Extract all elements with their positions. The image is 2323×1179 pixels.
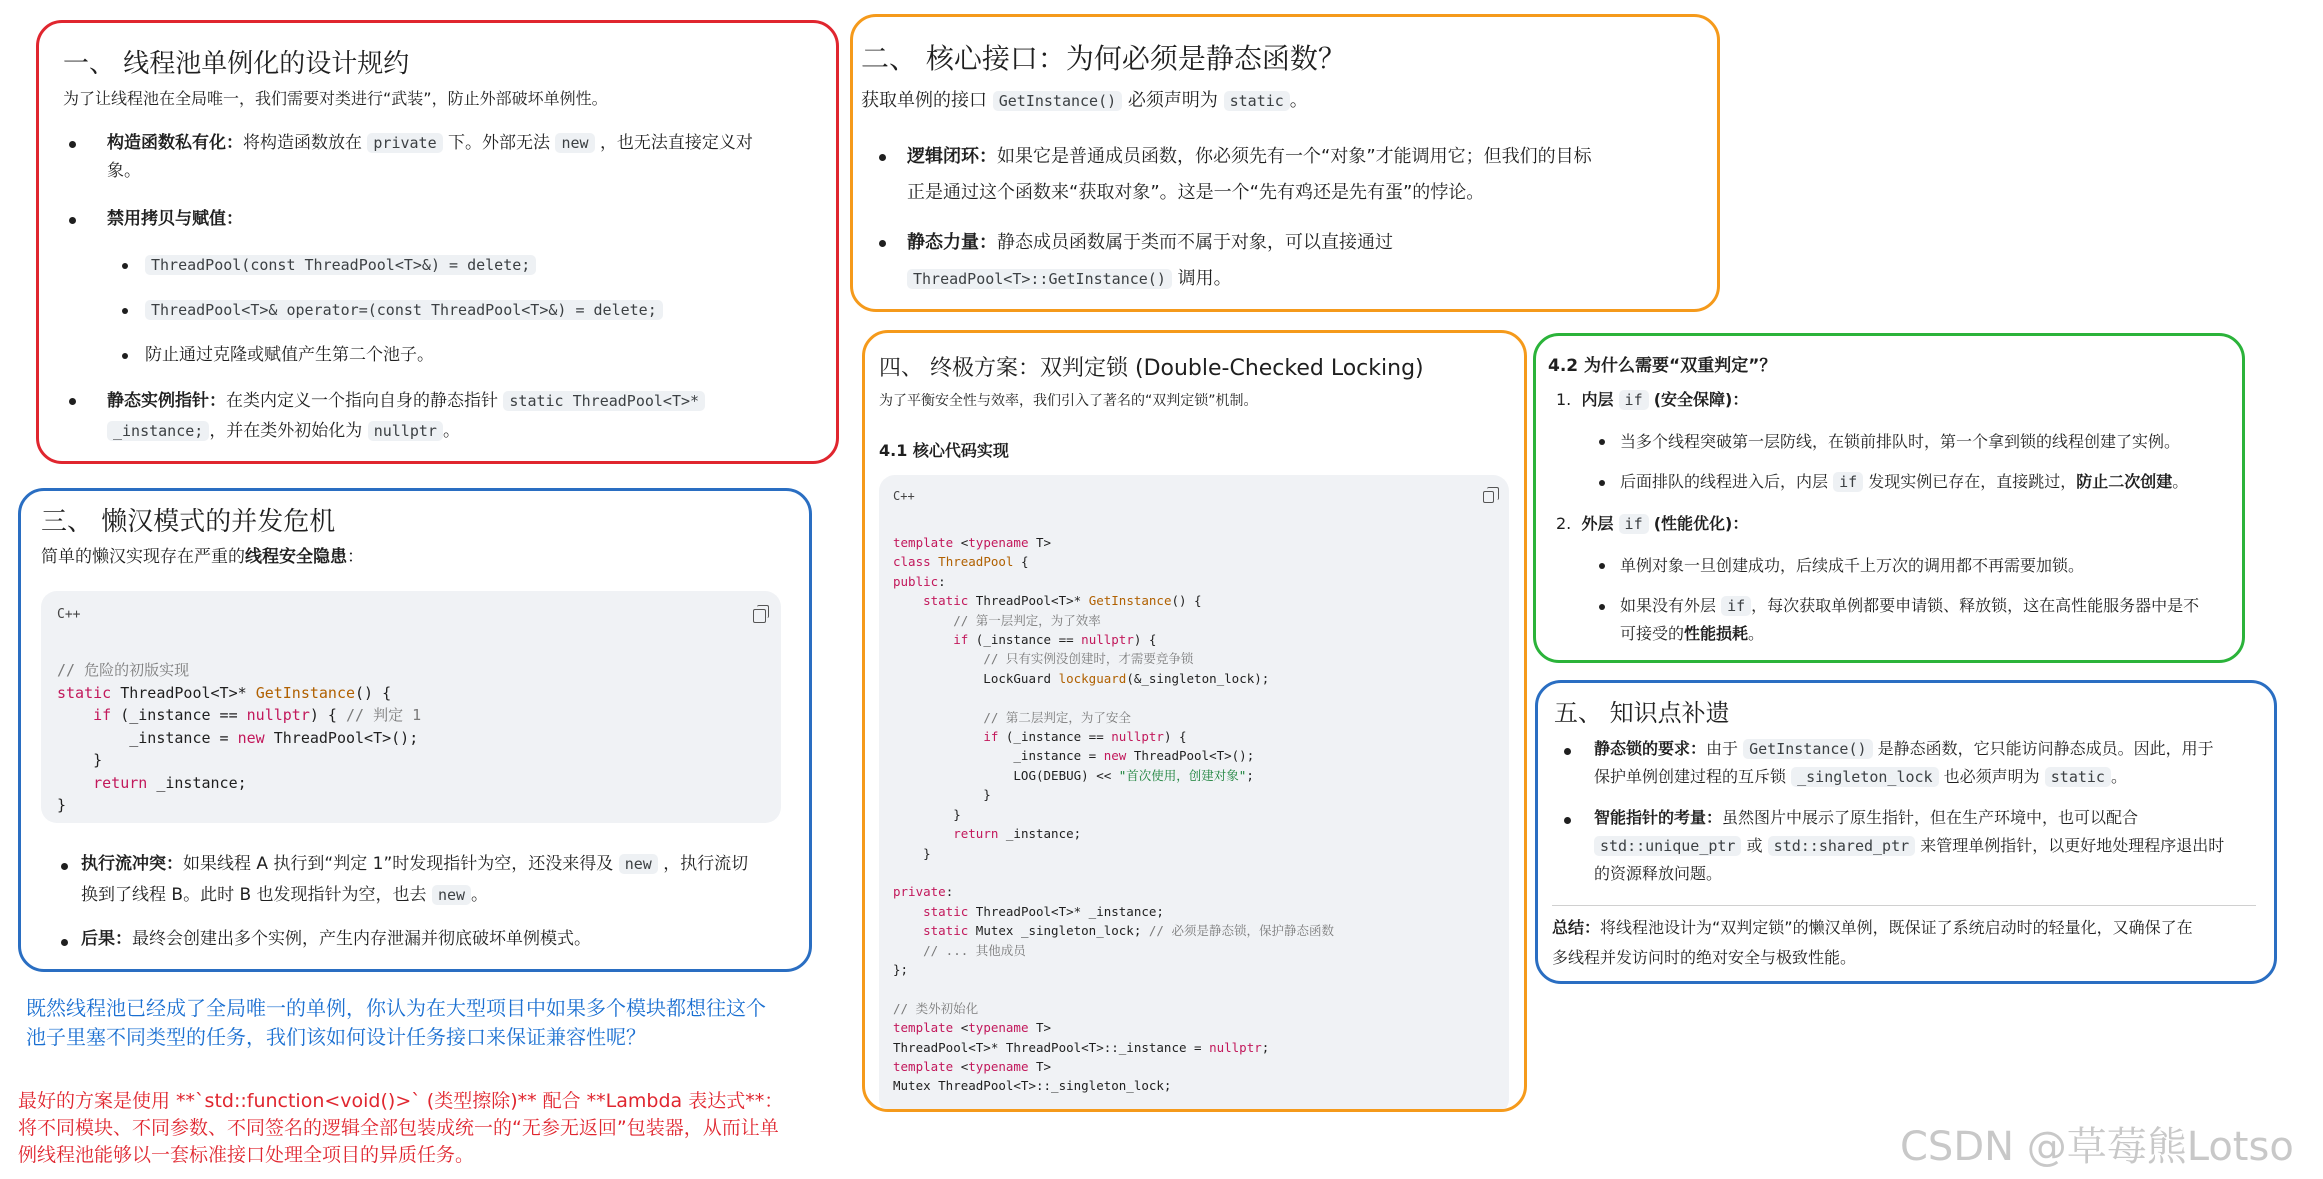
panel-title: 一、 线程池单例化的设计规约 — [63, 49, 410, 79]
code-listing: template <typename T> class ThreadPool { public: static ThreadPool<T>* GetInstance() { // 第一层判定，为了效率 if (_instance == nullptr) { // 只有实例没创建时，才需要竞争锁 LockGuard lockguard(&_singleton_lock); // 第二层判定，为了安全 if (_instance == nullptr) { _instance = new ThreadPool<T>(); LOG(DEBUG) << "首次使用，创建对象"; } } return _instance; } private: static ThreadPool<T>* _instance; static Mutex _singleton_lock; // 必须是静态锁，保护静态函数 // ... 其他成员 }; // 类外初始化 template <typename T> ThreadPool<T>* ThreadPool<T>::_instance = nullptr; template <typename T> Mutex ThreadPool<T>::_singleton_lock; — [893, 535, 1334, 1094]
bullet-static-power: 静态力量：静态成员函数属于类而不属于对象，可以直接通过 ThreadPool<T>::GetInstance() 调用。 — [907, 232, 1393, 289]
panel-supplementary — [1535, 680, 2277, 984]
bullet-disable-copy: 禁用拷贝与赋值： — [107, 209, 243, 229]
code-block — [879, 475, 1509, 1112]
panel-why-double-check — [1533, 333, 2245, 663]
divider — [1552, 905, 2256, 906]
bullet-flow-conflict: 执行流冲突：如果线程 A 执行到“判定 1”时发现指针为空，还没来得及 new ，执行流切 换到了线程 B。此时 B 也发现指针为空，也去 new 。 — [81, 854, 749, 905]
bullet-dot — [69, 398, 76, 405]
bullet-logic-loop: 逻辑闭环：如果它是普通成员函数，你必须先有一个“对象”才能调用它；但我们的目标 正是通过这个函数来“获取对象”。这是一个“先有鸡还是先有蛋”的悖论。 — [907, 146, 1592, 203]
section-subtitle: 4.1 核心代码实现 — [879, 441, 1009, 460]
bullet-static-lock: 静态锁的要求：由于 GetInstance() 是静态函数，它只能访问静态成员。因此，用于 保护单例创建过程的互斥锁 _singleton_lock 也必须声明为 static 。 — [1594, 739, 2214, 786]
intro-text: 简单的懒汉实现存在严重的线程安全隐患： — [41, 547, 364, 567]
code-listing: // 危险的初版实现 static ThreadPool<T>* GetInstance() { if (_instance == nullptr) { // 判定 1 _instance = new ThreadPool<T>(); } return _instance; } — [57, 661, 422, 814]
copy-icon[interactable] — [753, 609, 766, 623]
inner-if-detail-1: 当多个线程突破第一层防线，在锁前排队时，第一个拿到锁的线程创建了实例。 — [1620, 432, 2181, 451]
code-block — [41, 591, 781, 823]
bullet-dot — [879, 240, 886, 247]
outer-if-detail-2: 如果没有外层 if ，每次获取单例都要申请锁、释放锁，这在高性能服务器中是不 可接受的性能损耗。 — [1620, 596, 2200, 643]
summary-text: 总结：将线程池设计为“双判定锁”的懒汉单例，既保证了系统启动时的轻量化，又确保了在 多线程并发访问时的绝对安全与极致性能。 — [1552, 918, 2193, 967]
outer-if-detail-1: 单例对象一旦创建成功，后续成千上万次的调用都不再需要加锁。 — [1620, 556, 2085, 575]
bullet-dot — [879, 154, 886, 161]
bullet-dot — [1564, 748, 1571, 755]
bullet-dot — [69, 217, 76, 224]
bullet-dot — [1564, 817, 1571, 824]
code-language-label: C++ — [893, 489, 915, 503]
bullet-dot — [69, 141, 76, 148]
sub-bullet-assign-op: ThreadPool<T>& operator=(const ThreadPool<T>&) = delete; — [145, 296, 663, 324]
panel-title: 二、 核心接口：为何必须是静态函数？ — [861, 42, 1346, 75]
handwritten-question: 既然线程池已经成了全局唯一的单例，你认为在大型项目中如果多个模块都想往这个 池子里塞不同类型的任务，我们该如何设计任务接口来保证兼容性呢？ — [26, 996, 766, 1049]
sub-bullet-copy-ctor: ThreadPool(const ThreadPool<T>&) = delete; — [145, 251, 536, 279]
bullet-private-ctor: 构造函数私有化：将构造函数放在 private 下。外部无法 new ，也无法直接定义对 象。 — [107, 133, 753, 181]
panel-title: 4.2 为什么需要“双重判定”？ — [1548, 356, 1777, 376]
panel-title: 五、 知识点补遗 — [1554, 699, 1730, 727]
bullet-static-pointer: 静态实例指针：在类内定义一个指向自身的静态指针 static ThreadPool<T>* _instance; ，并在类外初始化为 nullptr 。 — [107, 386, 817, 446]
panel-singleton-rules — [36, 20, 839, 464]
code-language-label: C++ — [57, 607, 81, 622]
bullet-dot — [61, 939, 68, 946]
handwritten-answer: 最好的方案是使用 **`std::function<void()>` (类型擦除)** 配合 **Lambda 表达式**： 将不同模块、不同参数、不同签名的逻辑全部包装成统一的“无参无返回”包装器，从而让单 例线程池能够以一套标准接口处理全项目的异质任务。 — [18, 1090, 784, 1166]
panel-lazy-concurrency — [18, 488, 812, 972]
intro-text: 为了平衡安全性与效率，我们引入了著名的“双判定锁”机制。 — [879, 393, 1258, 409]
bullet-consequence: 后果：最终会创建出多个实例，产生内存泄漏并彻底破坏单例模式。 — [81, 929, 591, 949]
panel-static-interface — [850, 14, 1720, 312]
sub-bullet-dot — [1599, 604, 1605, 610]
intro-text: 获取单例的接口 GetInstance() 必须声明为 static 。 — [861, 90, 1308, 111]
sub-bullet-note: 防止通过克隆或赋值产生第二个池子。 — [145, 345, 434, 365]
numbered-inner-if: 1. 内层 if (安全保障)： — [1556, 390, 1749, 409]
panel-title: 三、 懒汉模式的并发危机 — [41, 507, 336, 537]
intro-text: 为了让线程池在全局唯一，我们需要对类进行“武装”，防止外部破坏单例性。 — [63, 89, 608, 108]
bullet-dot — [61, 863, 68, 870]
sub-bullet-dot — [122, 353, 128, 359]
numbered-outer-if: 2. 外层 if (性能优化)： — [1556, 514, 1749, 533]
sub-bullet-dot — [122, 308, 128, 314]
copy-icon[interactable] — [1483, 491, 1494, 503]
panel-title: 四、 终极方案：双判定锁 (Double-Checked Locking) — [879, 356, 1424, 381]
sub-bullet-dot — [1599, 439, 1605, 445]
sub-bullet-dot — [1599, 480, 1605, 486]
bullet-smart-pointer: 智能指针的考量：虽然图片中展示了原生指针，但在生产环境中，也可以配合 std::unique_ptr 或 std::shared_ptr 来管理单例指针，以更好地处理程序退出时 的资源释放问题。 — [1594, 808, 2225, 883]
panel-double-checked-locking — [862, 330, 1527, 1112]
sub-bullet-dot — [1599, 563, 1605, 569]
inner-if-detail-2: 后面排队的线程进入后，内层 if 发现实例已存在，直接跳过，防止二次创建。 — [1620, 472, 2189, 491]
watermark: CSDN @草莓熊Lotso — [1900, 1124, 2294, 1170]
sub-bullet-dot — [122, 263, 128, 269]
